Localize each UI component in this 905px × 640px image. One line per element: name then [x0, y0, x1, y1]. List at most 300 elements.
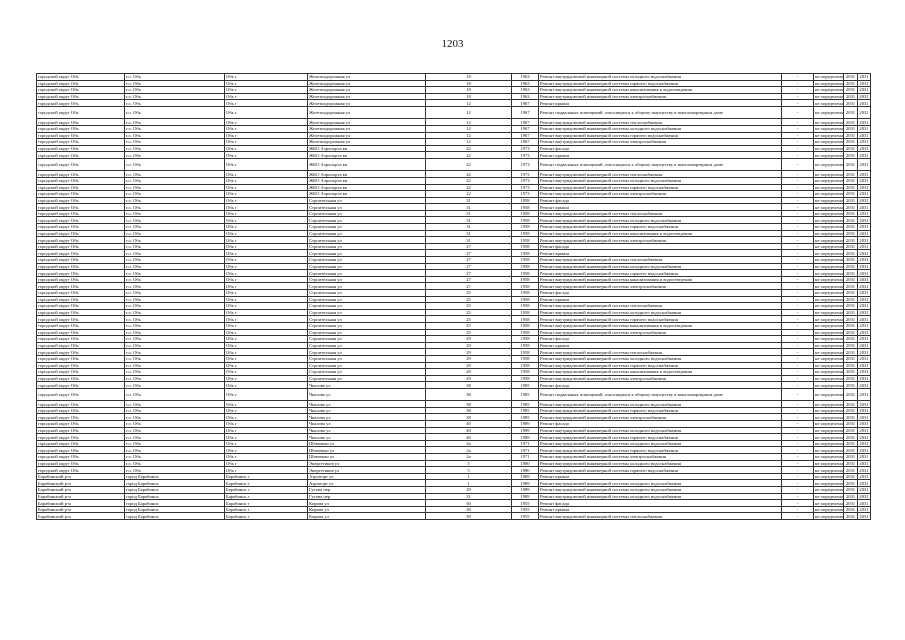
cell-to: 2031 [859, 152, 869, 158]
cell-cost: не определена [815, 237, 843, 243]
cell-work: Ремонт внутридомовой инженерной системы электроснабжения [539, 93, 782, 100]
cell-locality: Барабинск г [225, 513, 308, 520]
cell-area: городской округ Обь [37, 100, 125, 107]
cell-year: 1967 [512, 106, 539, 118]
cell-house: 22 [426, 184, 512, 191]
cell-year: 1958 [512, 349, 539, 356]
cell-street: ЖКО Аэропорта кв [308, 145, 426, 152]
cell-sign: - [782, 263, 814, 270]
cell-area: городской округ Обь [37, 270, 125, 277]
cell-to: 2031 [859, 204, 869, 210]
table-row [37, 487, 871, 494]
cell-area: городской округ Обь [37, 171, 125, 178]
cell-locality: Обь г [225, 217, 308, 224]
cell-sign: - [782, 152, 814, 159]
cell-house: 25 [426, 303, 512, 310]
cell-year: 1958 [512, 369, 539, 376]
cell-house: 29 [426, 342, 512, 349]
cell-from: 2031 [844, 243, 858, 250]
cell-locality: Обь г [225, 210, 308, 217]
cell-settlement: г.о. Обь [125, 440, 225, 447]
cell-to: 2031 [859, 296, 869, 302]
cell-house: 29 [426, 349, 512, 356]
cell-sign: - [782, 80, 814, 87]
cell-year: 1958 [512, 342, 539, 349]
cell-sign: - [782, 132, 814, 139]
cell-sign: - [782, 467, 814, 474]
table-row [37, 322, 871, 329]
table-row [37, 500, 871, 507]
cell-work: Ремонт внутридомовой инженерной системы электроснабжения [539, 237, 782, 244]
cell-area: городской округ Обь [37, 93, 125, 100]
cell-work: Ремонт внутридомовой инженерной системы горячего водоснабжения [539, 184, 782, 191]
cell-year: 1955 [512, 506, 539, 513]
cell-year: 1967 [512, 100, 539, 107]
table-row [37, 290, 871, 297]
cell-work: Ремонт фасада [539, 336, 782, 343]
cell-work: Ремонт крыши [539, 250, 782, 257]
cell-from: 2031 [844, 513, 858, 520]
cell-year: 1958 [512, 362, 539, 369]
cell-from: 2031 [844, 493, 858, 500]
cell-street: Железнодорожная ул [308, 125, 426, 132]
cell-locality: Обь г [225, 369, 308, 376]
cell-to: 2031 [859, 184, 869, 190]
cell-from: 2031 [844, 329, 858, 336]
cell-sign: - [782, 224, 814, 231]
cell-area: городской округ Обь [37, 158, 125, 170]
cell-year: 1973 [512, 145, 539, 152]
cell-work: Ремонт внутридомовой инженерной системы электроснабжения [539, 139, 782, 146]
cell-work: Ремонт внутридомовой инженерной системы горячего водоснабжения [539, 132, 782, 139]
table-row [37, 401, 871, 408]
cell-street: Строительная ул [308, 336, 426, 343]
cell-year: 1973 [512, 191, 539, 198]
cell-work: Ремонт внутридомовой инженерной системы канализования и водоотведения [539, 369, 782, 376]
cell-street: Строительная ул [308, 210, 426, 217]
cell-cost: не определена [815, 80, 843, 86]
cell-settlement: г.о. Обь [125, 184, 225, 191]
cell-area: городской округ Обь [37, 322, 125, 329]
cell-house: 27 [426, 276, 512, 283]
cell-house: 18 [426, 93, 512, 100]
cell-area: городской округ Обь [37, 210, 125, 217]
cell-year: 1989 [512, 434, 539, 441]
cell-settlement: г.о. Обь [125, 257, 225, 264]
cell-street: Железнодорожная ул [308, 106, 426, 118]
cell-street: Гутова пер [308, 487, 426, 494]
cell-sign: - [782, 473, 814, 480]
cell-settlement: г.о. Обь [125, 210, 225, 217]
cell-cost: не определена [815, 507, 843, 513]
cell-area: городской округ Обь [37, 177, 125, 184]
cell-area: городской округ Обь [37, 276, 125, 283]
cell-house: 27 [426, 263, 512, 270]
cell-area: городской округ Обь [37, 224, 125, 231]
cell-cost: не определена [815, 132, 843, 138]
cell-work: Ремонт внутридомовой инженерной системы холодного водоснабжения [539, 309, 782, 316]
cell-year: 1958 [512, 270, 539, 277]
cell-area: городской округ Обь [37, 230, 125, 237]
cell-street: Чкалова ул [308, 434, 426, 441]
cell-area: Барабинский р-н [37, 513, 125, 520]
cell-work: Ремонт внутридомовой инженерной системы теплоснабжения [539, 349, 782, 356]
table-row [37, 132, 871, 139]
cell-from: 2031 [844, 171, 858, 178]
cell-year: 1958 [512, 230, 539, 237]
cell-work: Ремонт внутридомовой инженерной системы холодного водоснабжения [539, 440, 782, 447]
cell-year: 1980 [512, 467, 539, 474]
cell-street: Строительная ул [308, 375, 426, 382]
cell-from: 2031 [844, 191, 858, 198]
cell-work: Ремонт внутридомовой инженерной системы горячего водоснабжения [539, 224, 782, 231]
cell-area: городской округ Обь [37, 414, 125, 421]
cell-settlement: г.о. Обь [125, 224, 225, 231]
cell-house: 12 [426, 139, 512, 146]
cell-house: 27 [426, 257, 512, 264]
cell-from: 2031 [844, 460, 858, 467]
cell-year: 1958 [512, 283, 539, 290]
cell-area: городской округ Обь [37, 139, 125, 146]
cell-to: 2031 [859, 126, 869, 132]
table-row [37, 434, 871, 441]
cell-year: 1985 [512, 388, 539, 400]
cell-cost: не определена [815, 513, 843, 519]
cell-cost: не определена [815, 257, 843, 263]
cell-year: 1958 [512, 257, 539, 264]
cell-work: Ремонт подвальных помещений, относящихся к общему имуществу в многоквартирном доме [539, 106, 782, 118]
cell-locality: Обь г [225, 309, 308, 316]
cell-house: 29 [426, 369, 512, 376]
cell-area: городской округ Обь [37, 388, 125, 400]
cell-house: 31 [426, 493, 512, 500]
cell-cost: не определена [815, 310, 843, 316]
cell-house: 38 [426, 407, 512, 414]
cell-to: 2031 [859, 369, 869, 375]
cell-locality: Барабинск г [225, 500, 308, 507]
cell-street: Строительная ул [308, 342, 426, 349]
cell-to: 2031 [859, 356, 869, 362]
cell-locality: Барабинск г [225, 480, 308, 487]
cell-year: 1971 [512, 440, 539, 447]
cell-sign: - [782, 349, 814, 356]
cell-locality: Обь г [225, 276, 308, 283]
cell-cost: не определена [814, 158, 844, 170]
cell-sign: - [782, 243, 814, 250]
cell-from: 2031 [844, 250, 858, 257]
cell-settlement: г.о. Обь [125, 454, 225, 461]
cell-sign: - [782, 447, 814, 454]
cell-locality: Обь г [225, 407, 308, 414]
cell-area: городской округ Обь [37, 440, 125, 447]
cell-street: Строительная ул [308, 276, 426, 283]
cell-house: 27 [426, 283, 512, 290]
cell-settlement: г.о. Обь [125, 329, 225, 336]
cell-street: Аэропорт ул [308, 480, 426, 487]
table-row [37, 210, 871, 217]
cell-settlement: г.о. Обь [125, 342, 225, 349]
cell-area: Барабинский р-н [37, 473, 125, 480]
table-row [37, 204, 871, 211]
cell-sign: - [782, 427, 814, 434]
cell-sign: - [782, 106, 814, 118]
cell-from: 2031 [844, 427, 858, 434]
cell-from: 2031 [844, 375, 858, 382]
table-row [37, 407, 871, 414]
cell-settlement: г.о. Обь [125, 217, 225, 224]
cell-house: 2а [426, 447, 512, 454]
cell-house: 1 [426, 480, 512, 487]
cell-from: 2031 [844, 204, 858, 211]
cell-work: Ремонт фасада [539, 243, 782, 250]
cell-year: 1963 [512, 87, 539, 94]
cell-year: 1958 [512, 224, 539, 231]
cell-year: 1958 [512, 217, 539, 224]
cell-house: 29 [426, 487, 512, 494]
table-row [37, 414, 871, 421]
cell-settlement: г.о. Обь [125, 362, 225, 369]
cell-locality: Обь г [225, 145, 308, 152]
cell-from: 2031 [844, 467, 858, 474]
table-row [37, 342, 871, 349]
cell-to: 2031 [859, 197, 869, 203]
cell-street: Железнодорожная ул [308, 93, 426, 100]
cell-settlement: г.о. Обь [125, 388, 225, 400]
table-row [37, 230, 871, 237]
cell-cost: не определена [815, 493, 843, 499]
cell-house: 22 [426, 177, 512, 184]
cell-to: 2031 [859, 303, 869, 309]
cell-cost: не определена [815, 94, 843, 100]
cell-settlement: г.о. Обь [125, 460, 225, 467]
cell-sign: - [782, 407, 814, 414]
cell-locality: Барабинск г [225, 493, 308, 500]
cell-year: 1989 [512, 480, 539, 487]
cell-year: 1958 [512, 355, 539, 362]
table-row [37, 283, 871, 290]
cell-house: 40 [426, 421, 512, 428]
cell-from: 2031 [844, 197, 858, 204]
cell-settlement: г.о. Обь [125, 152, 225, 159]
cell-year: 1971 [512, 447, 539, 454]
cell-settlement: г.о. Обь [125, 171, 225, 178]
cell-settlement: г.о. Обь [125, 145, 225, 152]
cell-settlement: г.о. Обь [125, 290, 225, 297]
cell-to: 2031 [859, 329, 869, 335]
cell-house: 30 [426, 506, 512, 513]
cell-year: 1989 [512, 427, 539, 434]
cell-year: 1958 [512, 250, 539, 257]
cell-locality: Обь г [225, 243, 308, 250]
cell-locality: Обь г [225, 427, 308, 434]
cell-area: городской округ Обь [37, 145, 125, 152]
cell-locality: Обь г [225, 184, 308, 191]
cell-to: 2031 [859, 480, 869, 486]
cell-to: 2031 [859, 230, 869, 236]
cell-settlement: г.о. Обь [125, 197, 225, 204]
cell-cost: не определена [815, 119, 843, 125]
registry-sheet [36, 73, 870, 520]
cell-cost: не определена [815, 447, 843, 453]
repair-registry-table [36, 73, 871, 520]
cell-house: 25 [426, 316, 512, 323]
cell-settlement: г.о. Обь [125, 309, 225, 316]
cell-cost: не определена [815, 224, 843, 230]
cell-to: 2031 [859, 310, 869, 316]
cell-house: 18 [426, 80, 512, 87]
cell-from: 2031 [844, 500, 858, 507]
cell-year: 1967 [512, 139, 539, 146]
cell-street: Чкалова ул [308, 407, 426, 414]
page-number: 1203 [441, 38, 464, 50]
cell-street: Чкалова ул [308, 427, 426, 434]
cell-to: 2031 [859, 382, 869, 388]
cell-to: 2031 [859, 290, 869, 296]
cell-sign: - [782, 283, 814, 290]
cell-house: 29 [426, 355, 512, 362]
cell-locality: Обь г [225, 237, 308, 244]
cell-year: 1958 [512, 290, 539, 297]
cell-locality: Обь г [225, 197, 308, 204]
cell-locality: Обь г [225, 106, 308, 118]
cell-from: 2031 [844, 401, 858, 408]
cell-sign: - [782, 210, 814, 217]
cell-to: 2031 [859, 211, 869, 217]
cell-locality: Обь г [225, 152, 308, 159]
cell-street: Кирова ул [308, 500, 426, 507]
cell-from: 2031 [844, 93, 858, 100]
cell-year: 1967 [512, 119, 539, 126]
cell-settlement: г.о. Обь [125, 401, 225, 408]
cell-area: городской округ Обь [37, 257, 125, 264]
cell-to: 2031 [859, 283, 869, 289]
cell-locality: Обь г [225, 342, 308, 349]
cell-sign: - [782, 454, 814, 461]
cell-settlement: г.о. Обь [125, 303, 225, 310]
cell-street: Строительная ул [308, 270, 426, 277]
table-row [37, 270, 871, 277]
cell-cost: не определена [815, 74, 843, 80]
cell-locality: Обь г [225, 303, 308, 310]
cell-to: 2031 [859, 336, 869, 342]
cell-street: Чкалова ул [308, 401, 426, 408]
cell-street: Строительная ул [308, 243, 426, 250]
table-row [37, 336, 871, 343]
cell-settlement: г.о. Обь [125, 177, 225, 184]
cell-area: городской округ Обь [37, 152, 125, 159]
cell-work: Ремонт внутридомовой инженерной системы горячего водоснабжения [539, 270, 782, 277]
cell-year: 1958 [512, 322, 539, 329]
cell-cost: не определена [815, 197, 843, 203]
cell-year: 1967 [512, 132, 539, 139]
cell-year: 1985 [512, 401, 539, 408]
cell-year: 1963 [512, 74, 539, 81]
cell-sign: - [782, 480, 814, 487]
cell-area: городской округ Обь [37, 369, 125, 376]
cell-cost: не определена [815, 343, 843, 349]
cell-cost: не определена [815, 441, 843, 447]
cell-work: Ремонт внутридомовой инженерной системы холодного водоснабжения [539, 487, 782, 494]
cell-work: Ремонт внутридомовой инженерной системы холодного водоснабжения [539, 480, 782, 487]
cell-locality: Обь г [225, 224, 308, 231]
cell-settlement: г.о. Обь [125, 421, 225, 428]
table-row [37, 309, 871, 316]
cell-cost: не определена [815, 191, 843, 197]
cell-cost: не определена [815, 230, 843, 236]
cell-to: 2031 [859, 487, 869, 493]
cell-cost: не определена [815, 421, 843, 427]
cell-locality: Обь г [225, 139, 308, 146]
cell-year: 1958 [512, 329, 539, 336]
table-row [37, 184, 871, 191]
cell-area: городской округ Обь [37, 106, 125, 118]
cell-year: 1955 [512, 500, 539, 507]
cell-area: Барабинский р-н [37, 500, 125, 507]
cell-area: городской округ Обь [37, 316, 125, 323]
table-row [37, 224, 871, 231]
cell-year: 1958 [512, 237, 539, 244]
cell-cost: не определена [815, 126, 843, 132]
table-row [37, 74, 871, 81]
cell-settlement: г.о. Обь [125, 204, 225, 211]
table-row [37, 276, 871, 283]
cell-house: 25 [426, 296, 512, 303]
cell-area: городской округ Обь [37, 329, 125, 336]
cell-sign: - [782, 119, 814, 126]
cell-area: городской округ Обь [37, 447, 125, 454]
cell-house: 12 [426, 132, 512, 139]
cell-year: 1958 [512, 197, 539, 204]
cell-to: 2031 [859, 263, 869, 269]
cell-area: городской округ Обь [37, 349, 125, 356]
cell-street: Строительная ул [308, 309, 426, 316]
table-row [37, 171, 871, 178]
table-row [37, 467, 871, 474]
cell-settlement: г.о. Обь [125, 270, 225, 277]
cell-sign: - [782, 74, 814, 81]
cell-sign: - [782, 460, 814, 467]
cell-year: 1989 [512, 473, 539, 480]
cell-work: Ремонт фасада [539, 197, 782, 204]
cell-house: 27 [426, 243, 512, 250]
table-row [37, 447, 871, 454]
cell-locality: Обь г [225, 257, 308, 264]
cell-work: Ремонт крыши [539, 204, 782, 211]
cell-street: Строительная ул [308, 303, 426, 310]
cell-locality: Обь г [225, 119, 308, 126]
cell-cost: не определена [815, 184, 843, 190]
cell-cost: не определена [815, 454, 843, 460]
table-row [37, 145, 871, 152]
cell-cost: не определена [815, 244, 843, 250]
cell-to: 2031 [859, 132, 869, 138]
cell-year: 1958 [512, 336, 539, 343]
cell-sign: - [782, 440, 814, 447]
cell-settlement: город Барабинск [125, 487, 225, 494]
cell-to: 2031 [859, 191, 869, 197]
cell-year: 1958 [512, 243, 539, 250]
cell-area: городской округ Обь [37, 263, 125, 270]
cell-from: 2031 [844, 382, 858, 389]
cell-locality: Барабинск г [225, 487, 308, 494]
table-row [37, 480, 871, 487]
cell-cost: не определена [815, 356, 843, 362]
cell-to: 2031 [859, 224, 869, 230]
cell-from: 2031 [844, 506, 858, 513]
cell-from: 2031 [844, 480, 858, 487]
cell-to: 2031 [859, 401, 869, 407]
cell-street: Кирова ул [308, 513, 426, 520]
